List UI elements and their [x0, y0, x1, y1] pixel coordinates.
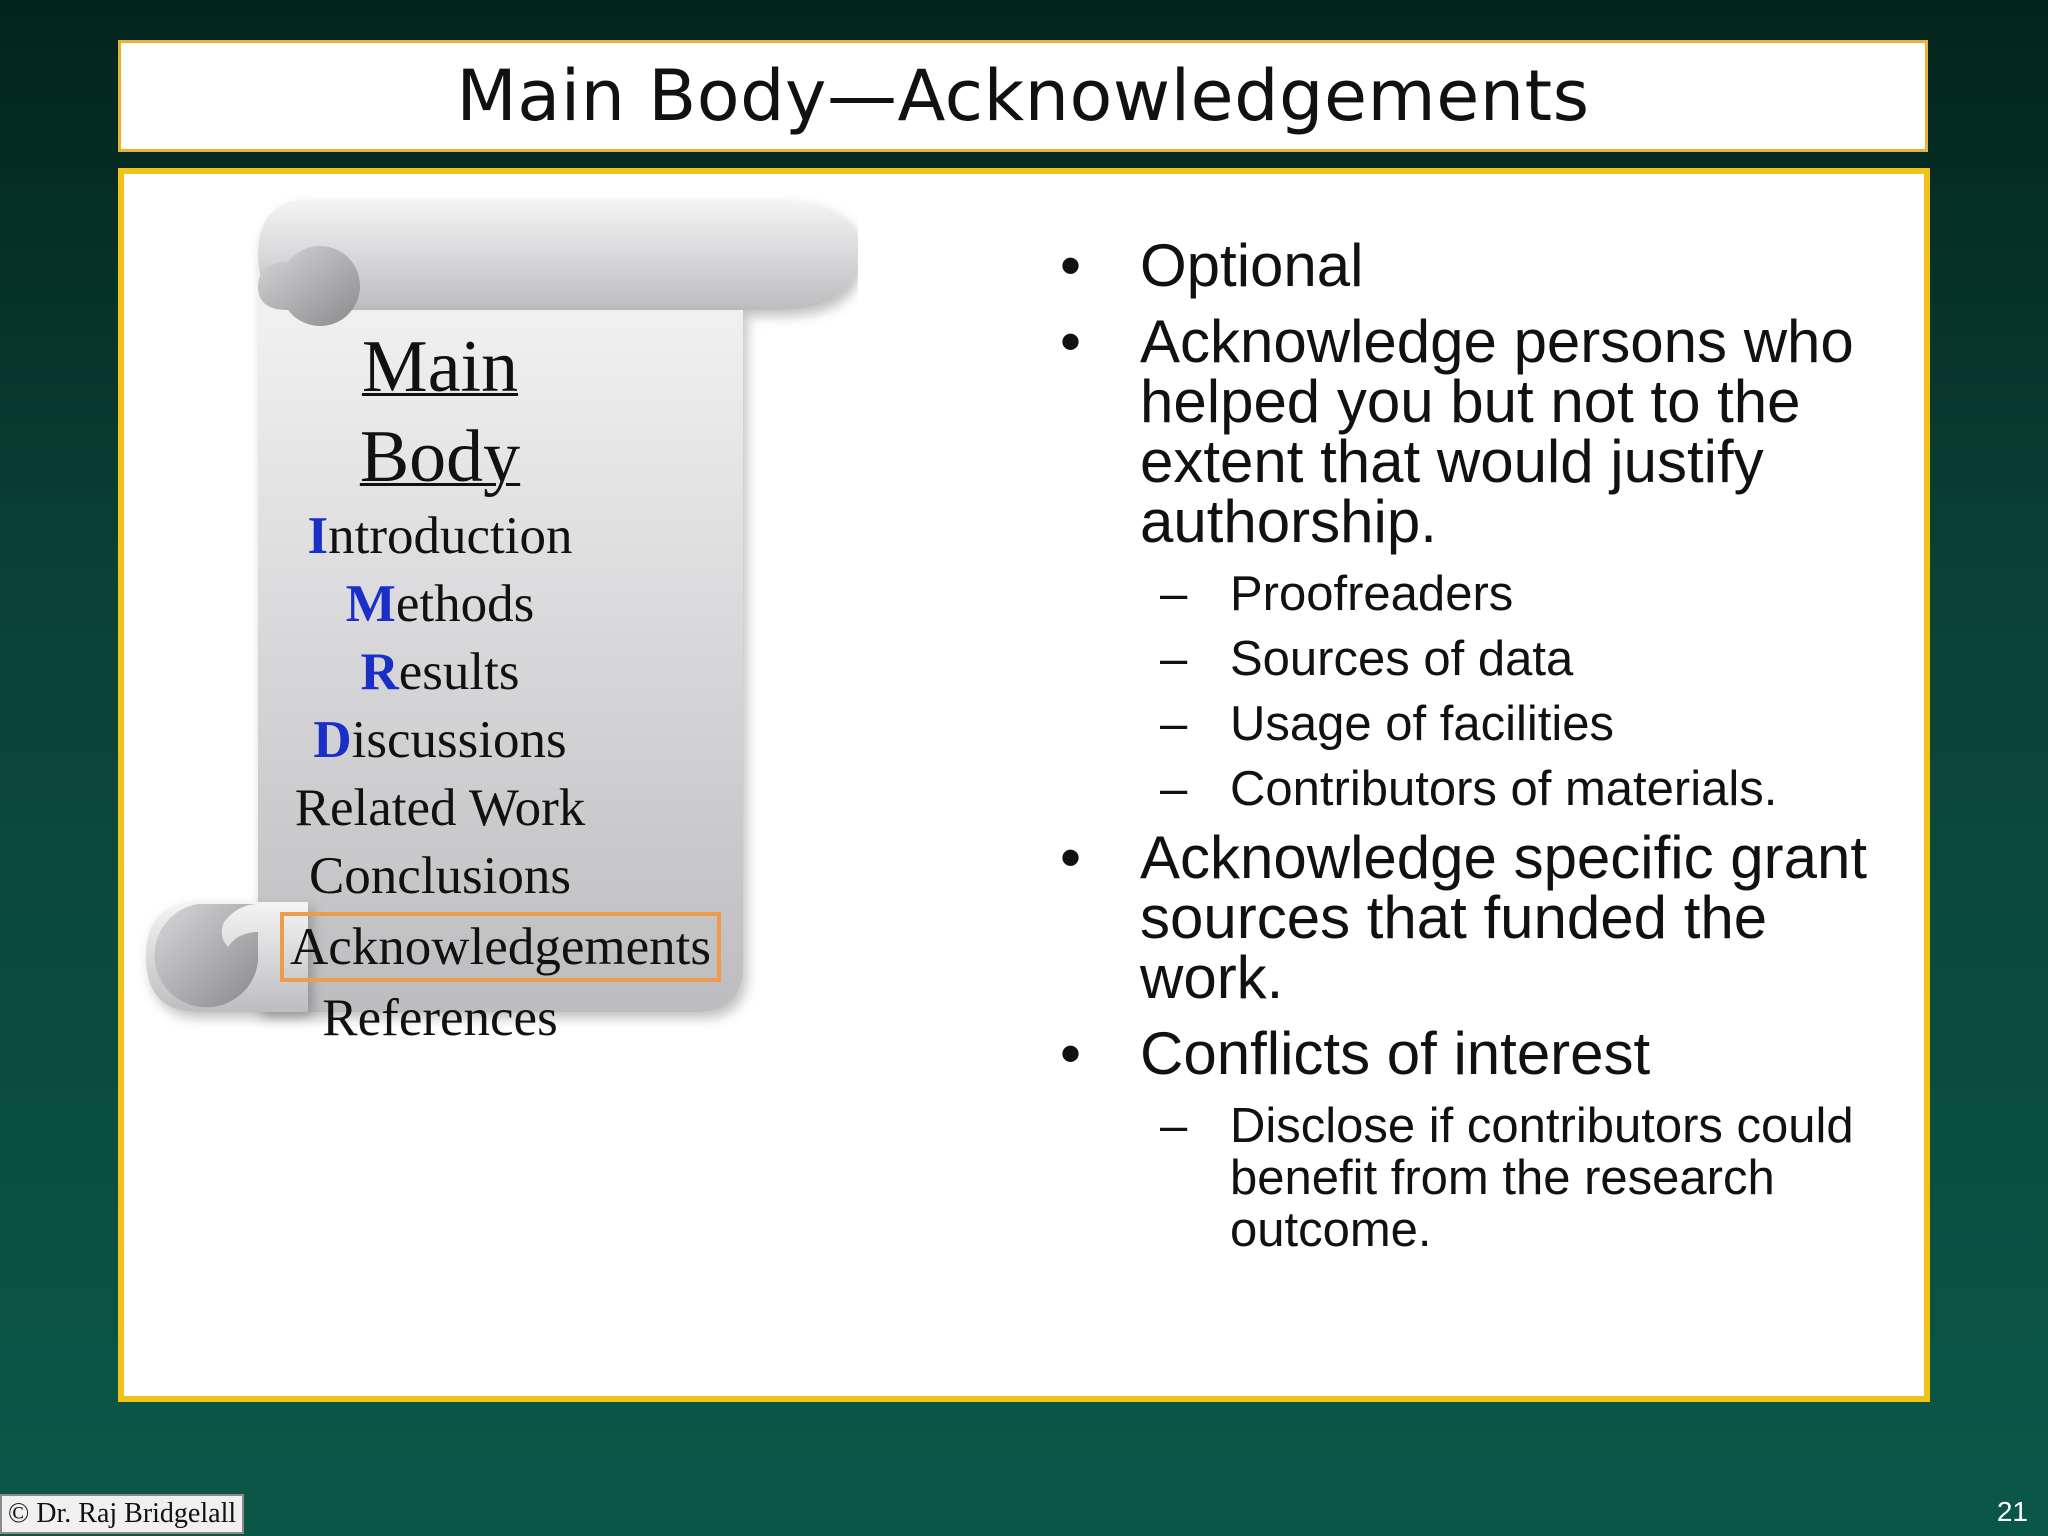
sub-bullet — [1060, 568, 1880, 620]
sub-bullet-text: Sources of data — [1230, 632, 1574, 686]
outline-item-introduction — [280, 502, 600, 570]
scroll-graphic — [138, 192, 858, 1047]
outline-cap-letter: D — [313, 711, 352, 769]
bullet-text: Acknowledge specific grant sources that funded the work. — [1140, 824, 1868, 1011]
slide-title-box — [118, 40, 1928, 152]
sub-bullet — [1060, 763, 1880, 815]
sub-bullet — [1060, 698, 1880, 750]
sub-bullet-text: Contributors of materials. — [1230, 762, 1778, 816]
outline-cap-letter: R — [360, 643, 399, 701]
outline-item-rest: ntroduction — [328, 507, 573, 565]
bullet-optional — [1060, 232, 1880, 299]
bullet-dot-icon: • — [1060, 1020, 1082, 1087]
bullet-text: Acknowledge persons who helped you but not to the extent that would justify authorship. — [1140, 308, 1854, 555]
dash-icon: – — [1160, 697, 1188, 751]
slide-title: Main Body—Acknowledgements — [456, 55, 1590, 137]
bullet-conflicts — [1060, 1020, 1880, 1087]
outline-item-acknowledgements — [280, 910, 711, 984]
bullet-dot-icon: • — [1060, 308, 1082, 375]
sub-bullet — [1060, 1100, 1880, 1256]
outline-item-related-work: Related Work — [294, 779, 586, 837]
outline-list — [280, 322, 711, 1052]
outline-item-conclusions: Conclusions — [308, 847, 572, 905]
bullet-dot-icon: • — [1060, 824, 1082, 891]
outline-heading: Main Body — [359, 326, 521, 498]
sub-bullet-text: Disclose if contributors could benefit from the research outcome. — [1230, 1099, 1854, 1257]
sub-bullet-text: Usage of facilities — [1230, 697, 1615, 751]
dash-icon: – — [1160, 567, 1188, 621]
dash-icon: – — [1160, 762, 1188, 816]
outline-item-discussions — [280, 706, 600, 774]
outline-cap-letter: M — [345, 575, 396, 633]
bullet-list — [1060, 232, 1880, 1269]
bullet-dot-icon: • — [1060, 232, 1082, 299]
outline-item-results — [280, 638, 600, 706]
outline-item-methods — [280, 570, 600, 638]
outline-item-references: References — [322, 989, 558, 1047]
outline-item-rest: ethods — [395, 575, 535, 633]
bullet-text: Conflicts of interest — [1140, 1020, 1651, 1087]
bullet-acknowledge-persons — [1060, 308, 1880, 555]
dash-icon: – — [1160, 1099, 1188, 1153]
bullet-text: Optional — [1140, 232, 1364, 299]
slide-number: 21 — [1996, 1496, 2028, 1527]
outline-item-rest: esults — [398, 643, 520, 701]
current-section-highlight: Acknowledgements — [280, 912, 721, 982]
sub-bullet — [1060, 633, 1880, 685]
outline-cap-letter: I — [307, 507, 329, 565]
bullet-grant-sources — [1060, 824, 1880, 1011]
outline-item-rest: iscussions — [351, 711, 567, 769]
copyright-credit: © Dr. Raj Bridgelall — [0, 1494, 244, 1534]
dash-icon: – — [1160, 632, 1188, 686]
sub-bullet-text: Proofreaders — [1230, 567, 1514, 621]
